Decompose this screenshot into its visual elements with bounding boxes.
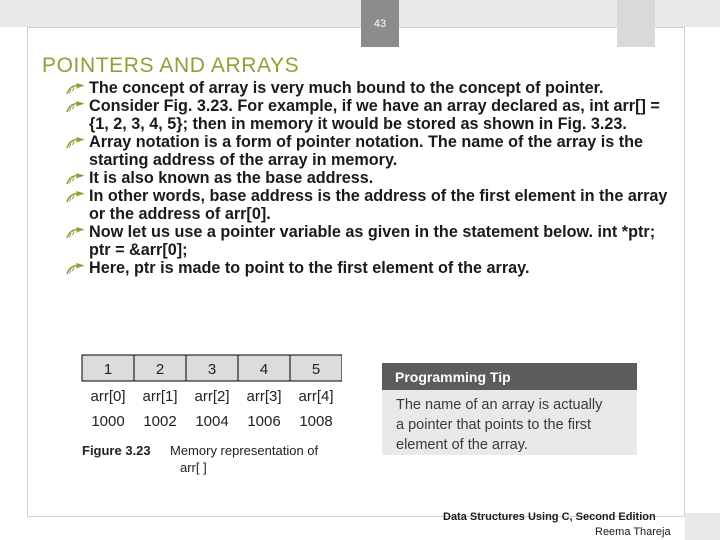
array-cell-value: 2 bbox=[155, 361, 165, 378]
programming-tip bbox=[382, 363, 637, 455]
tip-header: Programming Tip bbox=[382, 363, 637, 390]
bullet-text: Array notation is a form of pointer notation. The name of the array is the starting address of the array in memory. bbox=[89, 133, 644, 169]
array-index-label: arr[3] bbox=[246, 388, 282, 405]
array-address: 1008 bbox=[299, 413, 333, 430]
arrow-bullet-icon bbox=[66, 83, 85, 95]
footer-book-title: Data Structures Using C, Second Edition bbox=[443, 511, 656, 523]
bullet-text: It is also known as the base address. bbox=[89, 169, 374, 187]
corner-accent-top-right bbox=[617, 0, 655, 47]
arrow-bullet-icon bbox=[66, 263, 85, 275]
bullet-text: Here, ptr is made to point to the first element of the array. bbox=[89, 259, 530, 277]
array-index-label: arr[2] bbox=[194, 388, 230, 405]
array-cell-value: 5 bbox=[311, 361, 321, 378]
slide-number: 43 bbox=[361, 0, 399, 47]
tip-line: a pointer that points to the first bbox=[396, 417, 592, 433]
arrow-bullet-icon bbox=[66, 101, 85, 113]
bullet-item bbox=[62, 133, 680, 169]
array-cell-value: 1 bbox=[103, 361, 113, 378]
figure-number: Figure 3.23 bbox=[82, 443, 151, 458]
bullet-list bbox=[62, 79, 680, 341]
tip-line: The name of an array is actually bbox=[396, 397, 603, 413]
array-cell-value: 3 bbox=[207, 361, 217, 378]
arrow-bullet-icon bbox=[66, 191, 85, 203]
footer-author: Reema Thareja bbox=[595, 526, 671, 538]
tip-line: element of the array. bbox=[396, 437, 528, 453]
top-band bbox=[0, 0, 720, 27]
bullet-item bbox=[62, 223, 680, 259]
array-index-label: arr[1] bbox=[142, 388, 178, 405]
bullet-text: In other words, base address is the address of the first element in the array or the address of arr[0]. bbox=[89, 187, 668, 223]
array-address: 1002 bbox=[143, 413, 177, 430]
slide-title: POINTERS AND ARRAYS bbox=[42, 54, 300, 77]
figure-caption: arr[ ] bbox=[180, 460, 207, 475]
array-address: 1004 bbox=[195, 413, 229, 430]
array-cell-value: 4 bbox=[259, 361, 269, 378]
array-address: 1006 bbox=[247, 413, 281, 430]
arrow-bullet-icon bbox=[66, 137, 85, 149]
bullet-item bbox=[62, 259, 680, 277]
bullet-text: Now let us use a pointer variable as given in the statement below. int *ptr; ptr = &arr[0]; bbox=[89, 223, 656, 259]
bullet-text: Consider Fig. 3.23. For example, if we have an array declared as, int arr[] = {1, 2, 3, 4, 5}; then in memory it would be stored as shown in Fig. 3.23. bbox=[89, 97, 660, 133]
bullet-item bbox=[62, 187, 680, 223]
bullet-item bbox=[62, 169, 680, 187]
memory-diagram bbox=[80, 354, 342, 476]
corner-accent-bottom-right bbox=[685, 513, 720, 540]
bullet-item bbox=[62, 79, 680, 97]
array-address: 1000 bbox=[91, 413, 125, 430]
bullet-item bbox=[62, 97, 680, 133]
tip-body bbox=[382, 390, 637, 455]
arrow-bullet-icon bbox=[66, 173, 85, 185]
bullet-text: The concept of array is very much bound to the concept of pointer. bbox=[89, 79, 604, 97]
arrow-bullet-icon bbox=[66, 227, 85, 239]
figure-caption: Memory representation of bbox=[170, 443, 319, 458]
array-index-label: arr[0] bbox=[90, 388, 126, 405]
array-index-label: arr[4] bbox=[298, 388, 334, 405]
